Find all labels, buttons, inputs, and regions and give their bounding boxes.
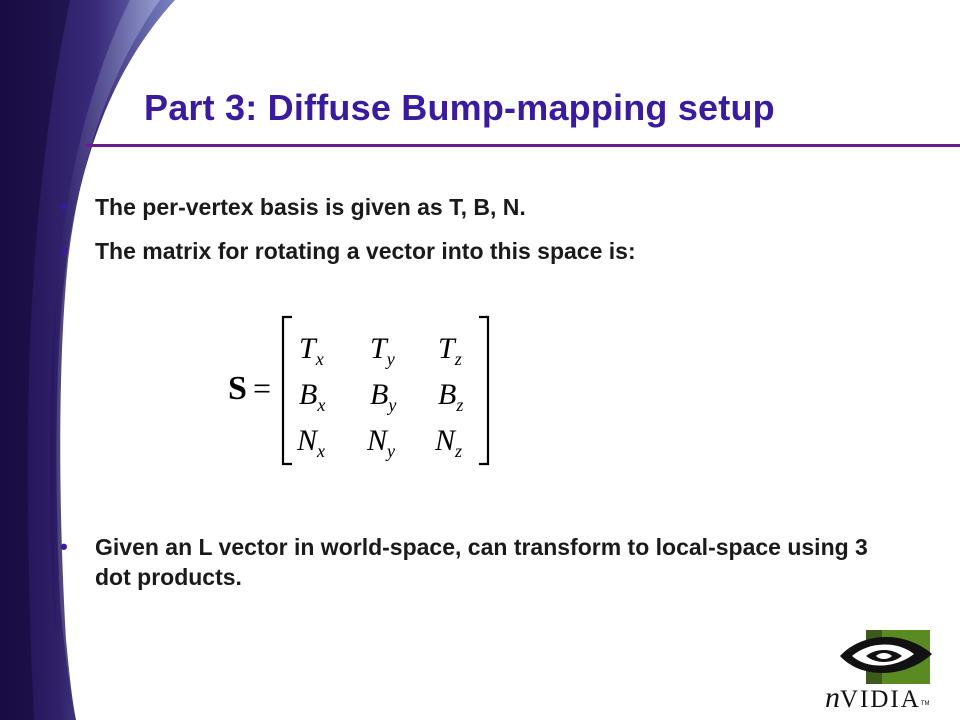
bullet-text: The matrix for rotating a vector into this space is: (95, 238, 636, 264)
bullet-text: The per-vertex basis is given as T, B, N. (95, 194, 526, 220)
bullet-dot: • (60, 534, 68, 559)
matrix-equals: = (253, 370, 272, 406)
bullet-list (60, 192, 920, 280)
nvidia-wordmark-rest: VIDIA (840, 686, 921, 713)
title-divider (86, 144, 960, 147)
nvidia-wordmark-n: n (825, 681, 840, 714)
matrix-entry: $T_x$ (299, 332, 324, 369)
matrix-equation (226, 313, 506, 468)
bullet-dot: • (60, 194, 68, 219)
matrix-entry: $N_z$ (435, 424, 463, 461)
matrix-lhs: S (228, 370, 247, 407)
matrix-entry: $T_z$ (438, 332, 462, 369)
slide-title: Part 3: Diffuse Bump-mapping setup (144, 87, 775, 128)
bullet-dot: • (60, 238, 68, 263)
matrix-entry: $B_z$ (438, 378, 464, 415)
matrix-left-bracket (283, 317, 292, 464)
matrix-entry: $N_x$ (297, 424, 326, 461)
matrix-entry: $B_x$ (299, 378, 326, 415)
trademark-symbol: TM (920, 701, 930, 707)
bullet-item (60, 532, 895, 592)
matrix-entry: $T_y$ (370, 332, 395, 369)
bullet-text: Given an L vector in world-space, can transform to local-space using 3 dot products. (95, 534, 868, 590)
bullet-item (60, 192, 920, 222)
matrix-entry: $N_y$ (367, 424, 396, 461)
matrix-entry: $B_y$ (370, 378, 397, 415)
matrix-right-bracket (479, 317, 488, 464)
nvidia-wordmark (825, 681, 955, 715)
bullet-item (60, 236, 920, 266)
